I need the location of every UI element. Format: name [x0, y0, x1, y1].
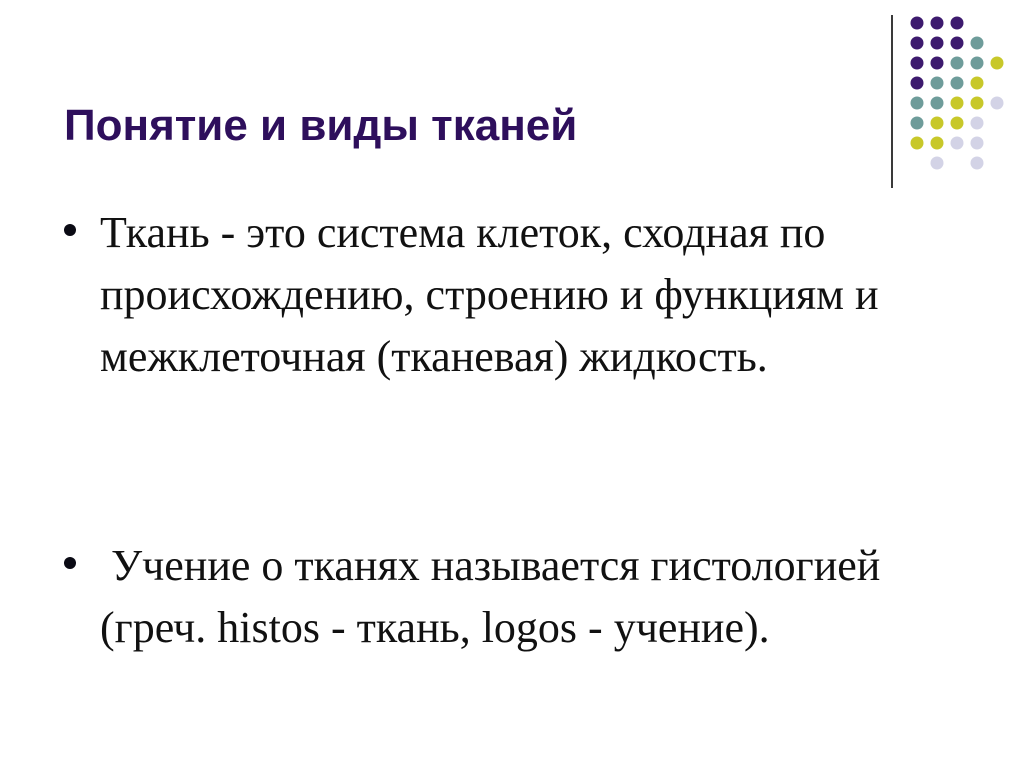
grid-dot	[951, 37, 964, 50]
grid-dot	[971, 117, 984, 130]
grid-dot	[971, 57, 984, 70]
grid-dot	[911, 57, 924, 70]
grid-dot	[951, 97, 964, 110]
grid-dot	[931, 137, 944, 150]
grid-dot	[931, 157, 944, 170]
grid-dot	[911, 17, 924, 30]
bullet-item	[64, 202, 954, 388]
grid-dot	[951, 57, 964, 70]
grid-dot	[971, 137, 984, 150]
grid-dot	[931, 97, 944, 110]
bullet-text: Учение о тканях называется гистологией (греч. histos - ткань, logos - учение).	[100, 541, 892, 652]
grid-dot	[971, 157, 984, 170]
grid-dot	[931, 37, 944, 50]
grid-dot	[931, 17, 944, 30]
grid-dot	[991, 57, 1004, 70]
grid-dot	[951, 77, 964, 90]
bullet-text: Ткань - это система клеток, сходная по происхождению, строению и функциям и межклеточная (тканевая) жидкость.	[100, 208, 879, 381]
bullet-dot-icon	[64, 557, 76, 569]
grid-dot	[951, 137, 964, 150]
bullet-dot-icon	[64, 224, 76, 236]
grid-dot	[911, 117, 924, 130]
bullet-item	[64, 535, 954, 659]
grid-dot	[971, 97, 984, 110]
grid-dot	[971, 37, 984, 50]
slide-title: Понятие и виды тканей	[64, 101, 578, 150]
grid-dot	[911, 37, 924, 50]
grid-dot	[931, 77, 944, 90]
grid-dot	[951, 117, 964, 130]
grid-dot	[931, 57, 944, 70]
grid-dot	[911, 137, 924, 150]
grid-dot	[951, 17, 964, 30]
grid-dot	[971, 77, 984, 90]
grid-dot	[991, 97, 1004, 110]
grid-dot	[911, 77, 924, 90]
grid-dot	[911, 97, 924, 110]
vertical-divider	[891, 15, 893, 188]
grid-dot	[931, 117, 944, 130]
